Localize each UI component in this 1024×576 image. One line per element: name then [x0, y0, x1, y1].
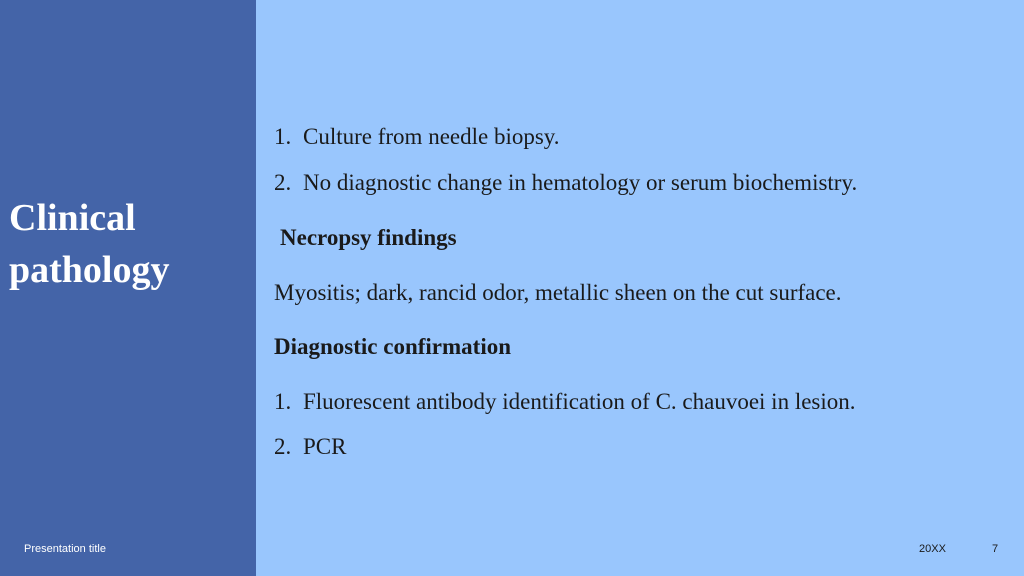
list-item [274, 432, 346, 462]
footer-page-number: 7 [992, 543, 999, 555]
list-item [274, 122, 560, 152]
footer-date: 20XX [919, 543, 946, 555]
footer-presentation-title: Presentation title [24, 543, 106, 555]
list-item-text: No diagnostic change in hematology or serum biochemistry. [303, 170, 858, 195]
list-item-text: PCR [303, 434, 347, 459]
title-sidebar [0, 0, 256, 576]
slide-content [274, 0, 1014, 576]
list-item-text: Culture from needle biopsy. [303, 124, 560, 149]
necropsy-text: Myositis; dark, rancid odor, metallic sheen on the cut surface. [274, 280, 842, 305]
list-item-number: 2. [274, 170, 292, 195]
list-item [274, 168, 857, 198]
list-item [274, 387, 856, 417]
slide-title-line-2: pathology [9, 249, 170, 291]
list-item-number: 1. [274, 389, 292, 414]
list-item-text: Fluorescent antibody identification of C. chauvoei in lesion. [303, 389, 856, 414]
slide-title [9, 192, 249, 296]
slide-title-line-1: Clinical [9, 197, 136, 239]
list-item-number: 2. [274, 434, 292, 459]
necropsy-heading: Necropsy findings [280, 225, 457, 250]
list-item-number: 1. [274, 124, 292, 149]
confirmation-heading: Diagnostic confirmation [274, 334, 512, 359]
